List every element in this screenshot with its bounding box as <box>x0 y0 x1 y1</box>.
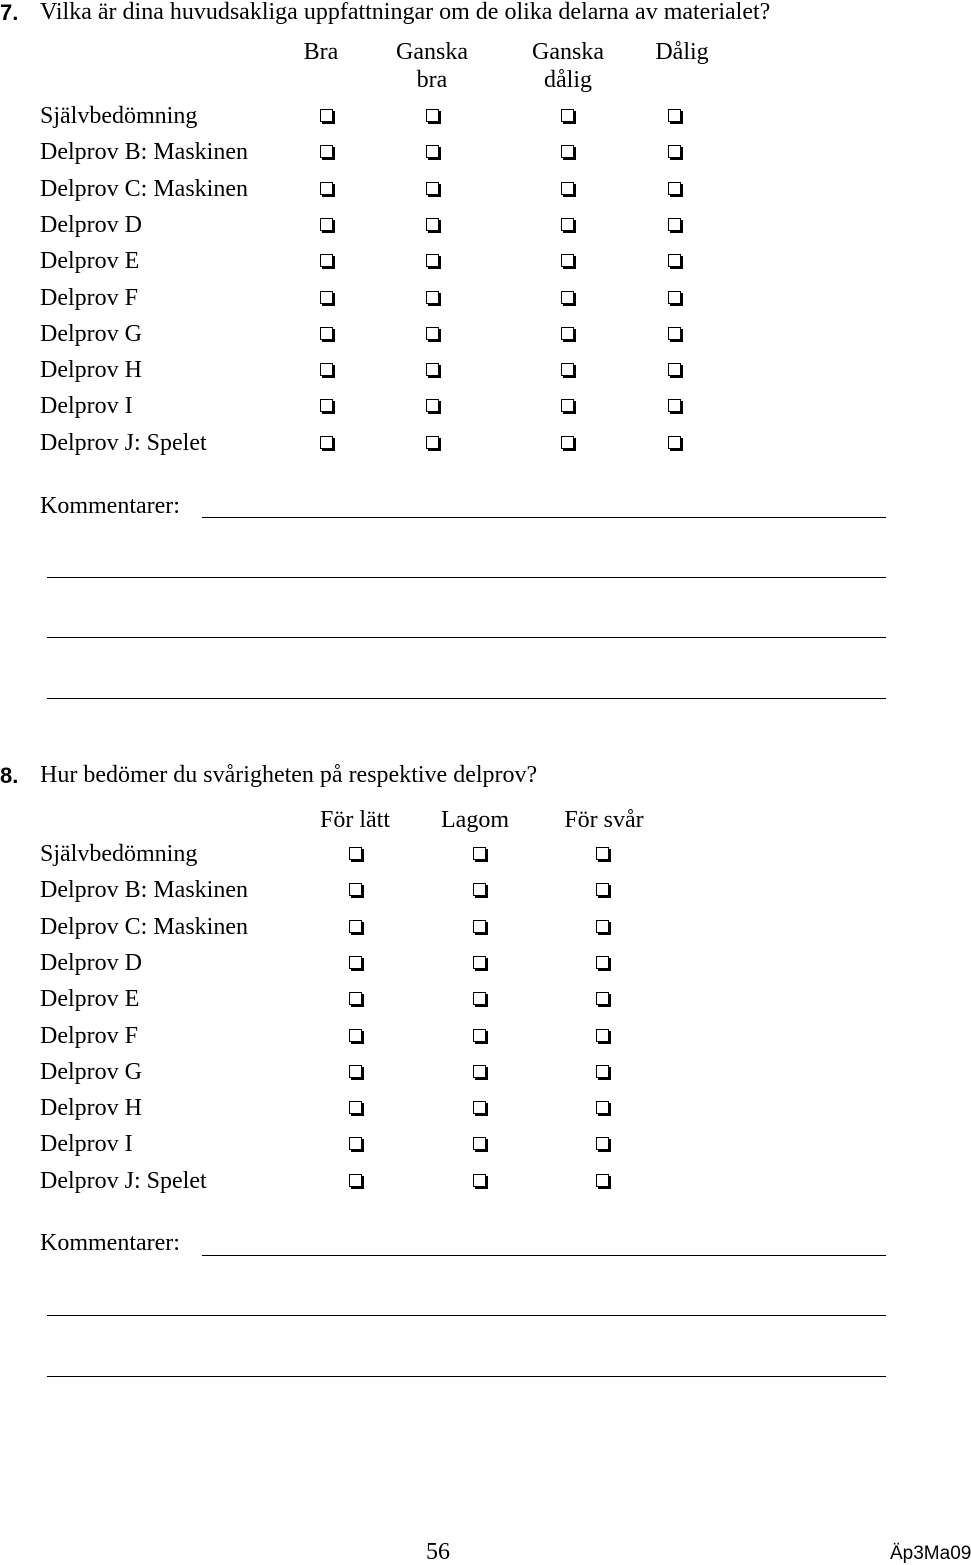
rating-checkbox[interactable] <box>426 218 439 231</box>
rating-checkbox[interactable] <box>320 436 333 449</box>
rating-checkbox[interactable] <box>349 1065 362 1078</box>
rating-checkbox[interactable] <box>596 1101 609 1114</box>
rating-checkbox[interactable] <box>349 992 362 1005</box>
rating-checkbox[interactable] <box>561 109 574 122</box>
rating-checkbox[interactable] <box>561 182 574 195</box>
q7-comment-line[interactable] <box>47 577 886 578</box>
rating-checkbox[interactable] <box>426 145 439 158</box>
rating-checkbox[interactable] <box>596 920 609 933</box>
rating-checkbox[interactable] <box>596 992 609 1005</box>
rating-checkbox[interactable] <box>473 1137 486 1150</box>
question-7-number: 7. <box>0 0 19 25</box>
rating-row-label: Delprov F <box>40 284 138 311</box>
page-number: 56 <box>426 1539 450 1565</box>
rating-checkbox[interactable] <box>320 145 333 158</box>
q7-comments-label: Kommentarer: <box>40 493 180 519</box>
rating-checkbox[interactable] <box>561 291 574 304</box>
rating-row-label: Delprov B: Maskinen <box>40 877 248 904</box>
q8-comments-label: Kommentarer: <box>40 1230 180 1256</box>
rating-checkbox[interactable] <box>426 436 439 449</box>
rating-checkbox[interactable] <box>349 1137 362 1150</box>
rating-checkbox[interactable] <box>320 399 333 412</box>
rating-checkbox[interactable] <box>668 109 681 122</box>
rating-checkbox[interactable] <box>668 254 681 267</box>
q7-comment-line[interactable] <box>202 517 886 518</box>
rating-checkbox[interactable] <box>668 363 681 376</box>
rating-row-label: Delprov J: Spelet <box>40 429 207 456</box>
rating-checkbox[interactable] <box>349 883 362 896</box>
rating-checkbox[interactable] <box>596 1065 609 1078</box>
rating-checkbox[interactable] <box>349 1029 362 1042</box>
rating-row-label: Delprov G <box>40 320 142 347</box>
rating-checkbox[interactable] <box>473 956 486 969</box>
rating-checkbox[interactable] <box>320 254 333 267</box>
rating-checkbox[interactable] <box>473 1065 486 1078</box>
rating-checkbox[interactable] <box>349 1174 362 1187</box>
rating-row-label: Självbedömning <box>40 103 198 129</box>
rating-checkbox[interactable] <box>473 883 486 896</box>
rating-checkbox[interactable] <box>596 1029 609 1042</box>
rating-checkbox[interactable] <box>668 399 681 412</box>
rating-checkbox[interactable] <box>320 218 333 231</box>
document-code: Äp3Ma09 <box>890 1543 971 1564</box>
rating-checkbox[interactable] <box>349 847 362 860</box>
rating-checkbox[interactable] <box>561 254 574 267</box>
rating-checkbox[interactable] <box>426 327 439 340</box>
rating-row-label: Delprov H <box>40 1095 142 1122</box>
rating-checkbox[interactable] <box>473 847 486 860</box>
rating-checkbox[interactable] <box>426 291 439 304</box>
rating-row-label: Delprov C: Maskinen <box>40 175 248 202</box>
rating-row-label: Delprov B: Maskinen <box>40 139 248 166</box>
rating-row-label: Delprov I <box>40 1131 133 1158</box>
q7-column-header: Bra <box>303 39 339 65</box>
rating-row-label: Delprov F <box>40 1022 138 1049</box>
rating-checkbox[interactable] <box>426 254 439 267</box>
rating-checkbox[interactable] <box>473 1029 486 1042</box>
q7-comment-line[interactable] <box>47 698 886 699</box>
q8-comment-line[interactable] <box>202 1255 886 1256</box>
question-8-number: 8. <box>0 763 19 788</box>
q8-comment-line[interactable] <box>47 1315 886 1316</box>
rating-checkbox[interactable] <box>349 956 362 969</box>
q7-column-header: Ganska bra <box>396 39 468 93</box>
rating-checkbox[interactable] <box>320 327 333 340</box>
q8-column-header: Lagom <box>441 807 509 833</box>
q8-comment-line[interactable] <box>47 1376 886 1377</box>
rating-checkbox[interactable] <box>561 363 574 376</box>
rating-checkbox[interactable] <box>561 145 574 158</box>
rating-checkbox[interactable] <box>426 399 439 412</box>
rating-checkbox[interactable] <box>349 920 362 933</box>
rating-checkbox[interactable] <box>668 145 681 158</box>
rating-checkbox[interactable] <box>349 1101 362 1114</box>
rating-checkbox[interactable] <box>668 182 681 195</box>
rating-checkbox[interactable] <box>596 1137 609 1150</box>
rating-checkbox[interactable] <box>473 992 486 1005</box>
rating-checkbox[interactable] <box>426 182 439 195</box>
rating-row-label: Delprov I <box>40 393 133 420</box>
q8-column-header: För lätt <box>320 807 390 833</box>
q7-comment-line[interactable] <box>47 637 886 638</box>
rating-row-label: Delprov E <box>40 986 140 1013</box>
rating-checkbox[interactable] <box>596 1174 609 1187</box>
rating-row-label: Delprov D <box>40 211 142 238</box>
rating-row-label: Delprov D <box>40 949 142 976</box>
rating-checkbox[interactable] <box>596 847 609 860</box>
rating-checkbox[interactable] <box>320 291 333 304</box>
rating-checkbox[interactable] <box>426 109 439 122</box>
question-8-text: Hur bedömer du svårigheten på respektive delprov? <box>40 762 538 788</box>
rating-checkbox[interactable] <box>473 1174 486 1187</box>
rating-checkbox[interactable] <box>426 363 439 376</box>
rating-row-label: Delprov G <box>40 1058 142 1085</box>
rating-row-label: Delprov H <box>40 357 142 384</box>
rating-checkbox[interactable] <box>320 363 333 376</box>
rating-checkbox[interactable] <box>561 399 574 412</box>
q7-column-header: Ganska dålig <box>532 39 604 93</box>
rating-checkbox[interactable] <box>668 218 681 231</box>
rating-checkbox[interactable] <box>668 436 681 449</box>
q8-column-header: För svår <box>564 807 644 833</box>
rating-row-label: Delprov J: Spelet <box>40 1167 207 1194</box>
rating-checkbox[interactable] <box>320 182 333 195</box>
rating-checkbox[interactable] <box>473 1101 486 1114</box>
rating-checkbox[interactable] <box>596 883 609 896</box>
question-7-text: Vilka är dina huvudsakliga uppfattningar om de olika delarna av materialet? <box>40 0 771 25</box>
rating-checkbox[interactable] <box>561 327 574 340</box>
rating-row-label: Delprov C: Maskinen <box>40 913 248 940</box>
rating-checkbox[interactable] <box>596 956 609 969</box>
rating-checkbox[interactable] <box>473 920 486 933</box>
rating-checkbox[interactable] <box>668 291 681 304</box>
rating-row-label: Självbedömning <box>40 841 198 867</box>
rating-checkbox[interactable] <box>561 436 574 449</box>
rating-checkbox[interactable] <box>561 218 574 231</box>
rating-checkbox[interactable] <box>668 327 681 340</box>
rating-row-label: Delprov E <box>40 248 140 275</box>
rating-checkbox[interactable] <box>320 109 333 122</box>
q7-column-header: Dålig <box>655 39 709 65</box>
